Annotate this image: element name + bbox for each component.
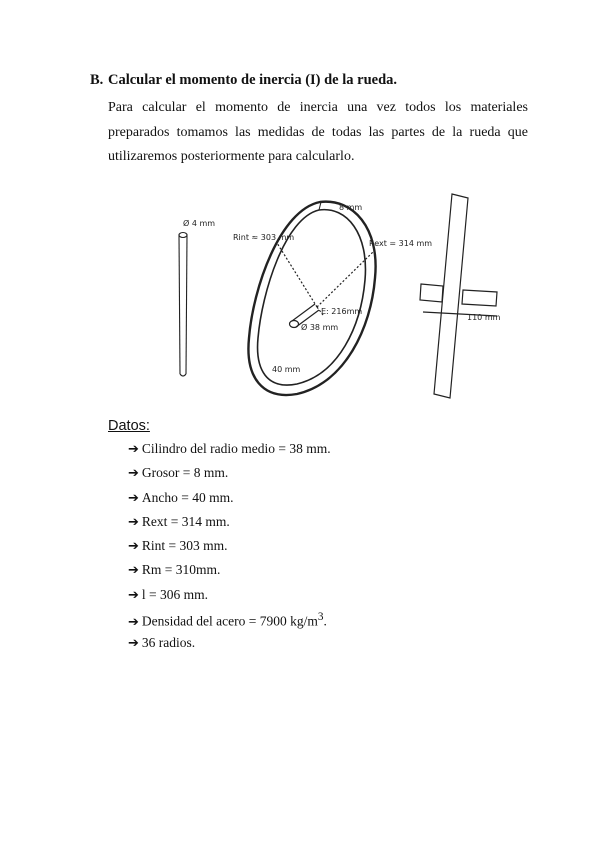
list-item: ➔ Rm = 310mm. xyxy=(128,562,221,579)
rint-label: Rint ≈ 303 mm xyxy=(233,233,295,242)
list-item: ➔ 36 radios. xyxy=(128,635,196,652)
intro-paragraph xyxy=(108,96,528,170)
list-item: ➔ Grosor = 8 mm. xyxy=(128,465,229,482)
wheel-rim-drawing xyxy=(248,202,375,395)
arrow-right-icon: ➔ xyxy=(128,442,139,457)
datos-list xyxy=(128,441,331,660)
list-item: ➔ Cilindro del radio medio = 38 mm. xyxy=(128,441,331,457)
datos-title: Datos: xyxy=(108,418,150,434)
list-item: ➔ Rext = 314 mm. xyxy=(128,513,230,530)
arrow-right-icon: ➔ xyxy=(128,614,139,630)
superscript: 3 xyxy=(317,611,324,624)
paragraph-line: utilizaremos posteriormente para calcularlo. xyxy=(108,149,355,164)
list-item: ➔ l = 306 mm. xyxy=(128,586,209,603)
paragraph-line: Para calcular el momento de inercia una vez todos los materiales xyxy=(108,100,528,115)
arrow-right-icon: ➔ xyxy=(128,490,139,506)
arrow-right-icon: ➔ xyxy=(128,636,139,652)
hub-width-label: E: 216mm xyxy=(321,307,363,316)
side-view-drawing xyxy=(420,194,497,398)
section-heading xyxy=(90,72,397,89)
rim-thickness-label: 8 mm xyxy=(339,203,363,212)
arrow-right-icon: ➔ xyxy=(128,587,139,603)
arrow-right-icon: ➔ xyxy=(128,466,139,482)
arrow-right-icon: ➔ xyxy=(128,514,139,530)
list-item: ➔ Rint = 303 mm. xyxy=(128,538,228,555)
section-title: Calcular el momento de inercia (I) de la rueda. xyxy=(108,72,398,88)
hub-diameter-label: Ø 38 mm xyxy=(301,323,339,332)
list-item: ➔ Densidad del acero = 7900 $kg/m^3$. xyxy=(128,611,327,630)
axle-length-label: 110 mm xyxy=(467,313,501,322)
rext-label: Rext = 314 mm xyxy=(369,239,433,248)
wheel-sketch xyxy=(125,188,525,408)
list-item: ➔ Ancho = 40 mm. xyxy=(128,489,234,506)
rim-width-label: 40 mm xyxy=(272,365,301,374)
spoke-rod-drawing xyxy=(179,233,187,377)
section-letter: B. xyxy=(90,72,104,88)
paragraph-line: preparados tomamos las medidas de todas las partes de la rueda que xyxy=(108,124,528,140)
arrow-right-icon: ➔ xyxy=(128,539,139,555)
rod-diameter-label: Ø 4 mm xyxy=(183,219,216,228)
arrow-right-icon: ➔ xyxy=(128,563,139,579)
